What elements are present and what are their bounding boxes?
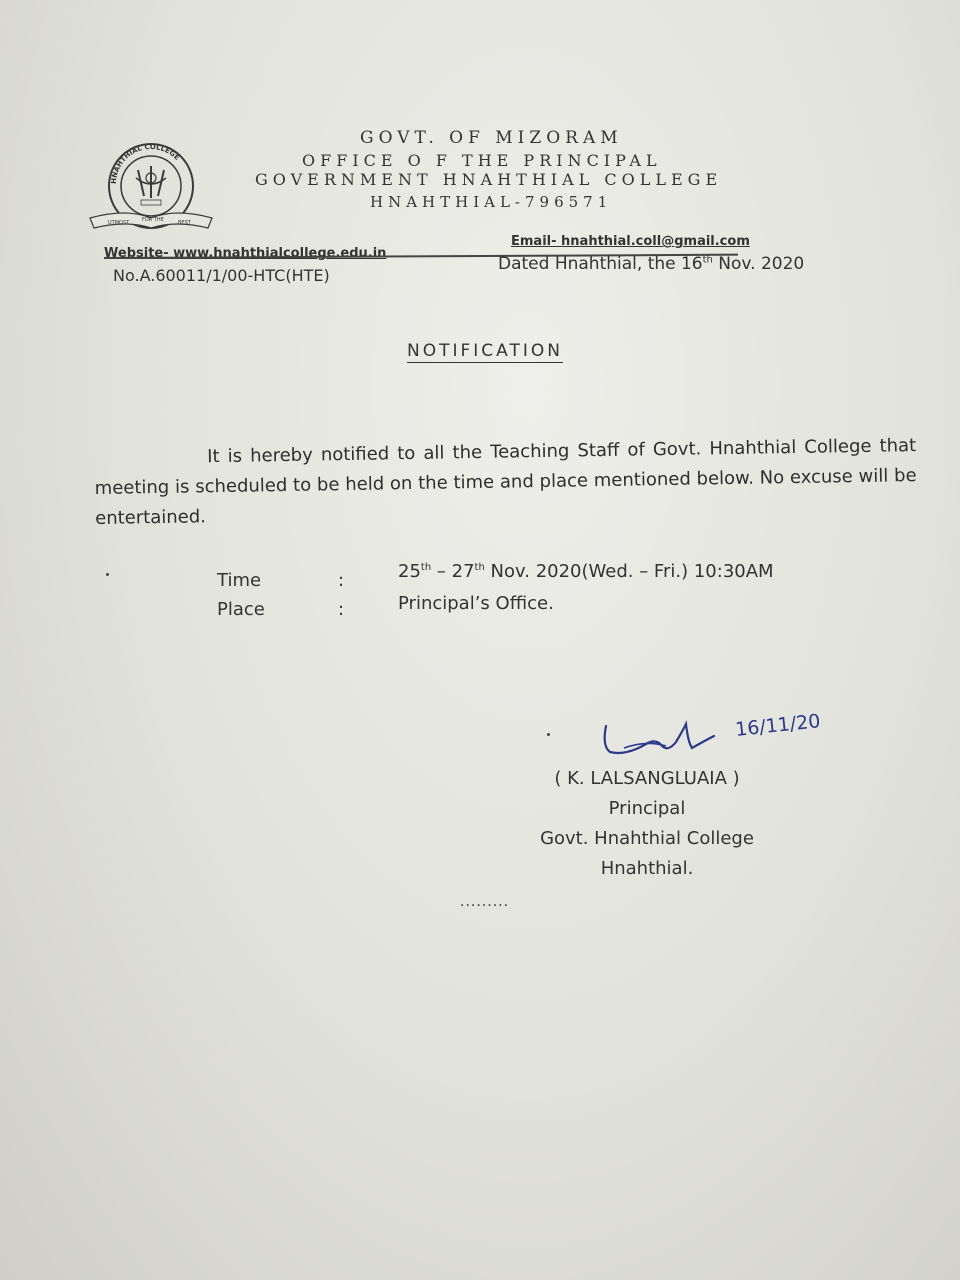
time-value [398,561,774,582]
signatory-name: ( K. LALSANGLUAIA ) [554,768,740,789]
speck [547,733,550,736]
signature-date: 16/11/20 [734,710,822,741]
notification-body: It is hereby notified to all the Teaching Staff of Govt. Hnahthial College that meeting is scheduled to be held on the time and place mentioned below. No excuse will be entertained. [94,435,917,529]
website-text: Website- www.hnahthialcollege.edu.in [104,246,387,261]
time-colon: : [338,570,345,591]
time-sup-1: th [420,562,432,573]
header-govt: GOVT. OF MIZORAM [360,128,623,148]
logo-ring-text: HNAHTHIAL COLLEGE [109,142,182,185]
header-office: OFFICE O F THE PRINCIPAL [302,151,662,170]
time-sup-2: th [474,562,485,573]
logo-motto-3: BEST [178,220,191,226]
dated-prefix: Dated Hnahthial, the 16 [498,254,703,274]
time-day-start: 25 [398,561,421,582]
signature-icon [596,696,836,766]
time-rest: Nov. 2020(Wed. – Fri.) 10:30AM [484,561,774,582]
header-college: GOVERNMENT HNAHTHIAL COLLEGE [255,170,723,189]
speck [106,573,109,576]
dated-line [498,254,804,274]
signatory-place: Hnahthial. [600,858,694,879]
page-title: NOTIFICATION [407,341,563,361]
logo-motto-2: FOR THE [142,217,164,223]
signatory-institution: Govt. Hnahthial College [540,828,754,849]
place-value: Principal’s Office. [398,593,554,614]
signature-block [520,764,774,884]
email-text: Email- hnahthial.coll@gmail.com [511,234,750,249]
dated-suffix: Nov. 2020 [712,254,805,274]
place-label: Place [217,599,265,620]
time-mid: – 27 [431,561,475,582]
college-logo-icon [86,138,216,234]
logo-motto-1: UTMOST [108,220,130,226]
time-label: Time [217,570,262,591]
footer-dots: ......... [460,894,510,910]
place-colon: : [338,599,345,620]
dated-sup: th [702,254,713,266]
reference-number: No.A.60011/1/00-HTC(HTE) [113,266,330,285]
header-address: HNAHTHIAL-796571 [370,193,613,211]
signatory-designation: Principal [608,798,686,819]
